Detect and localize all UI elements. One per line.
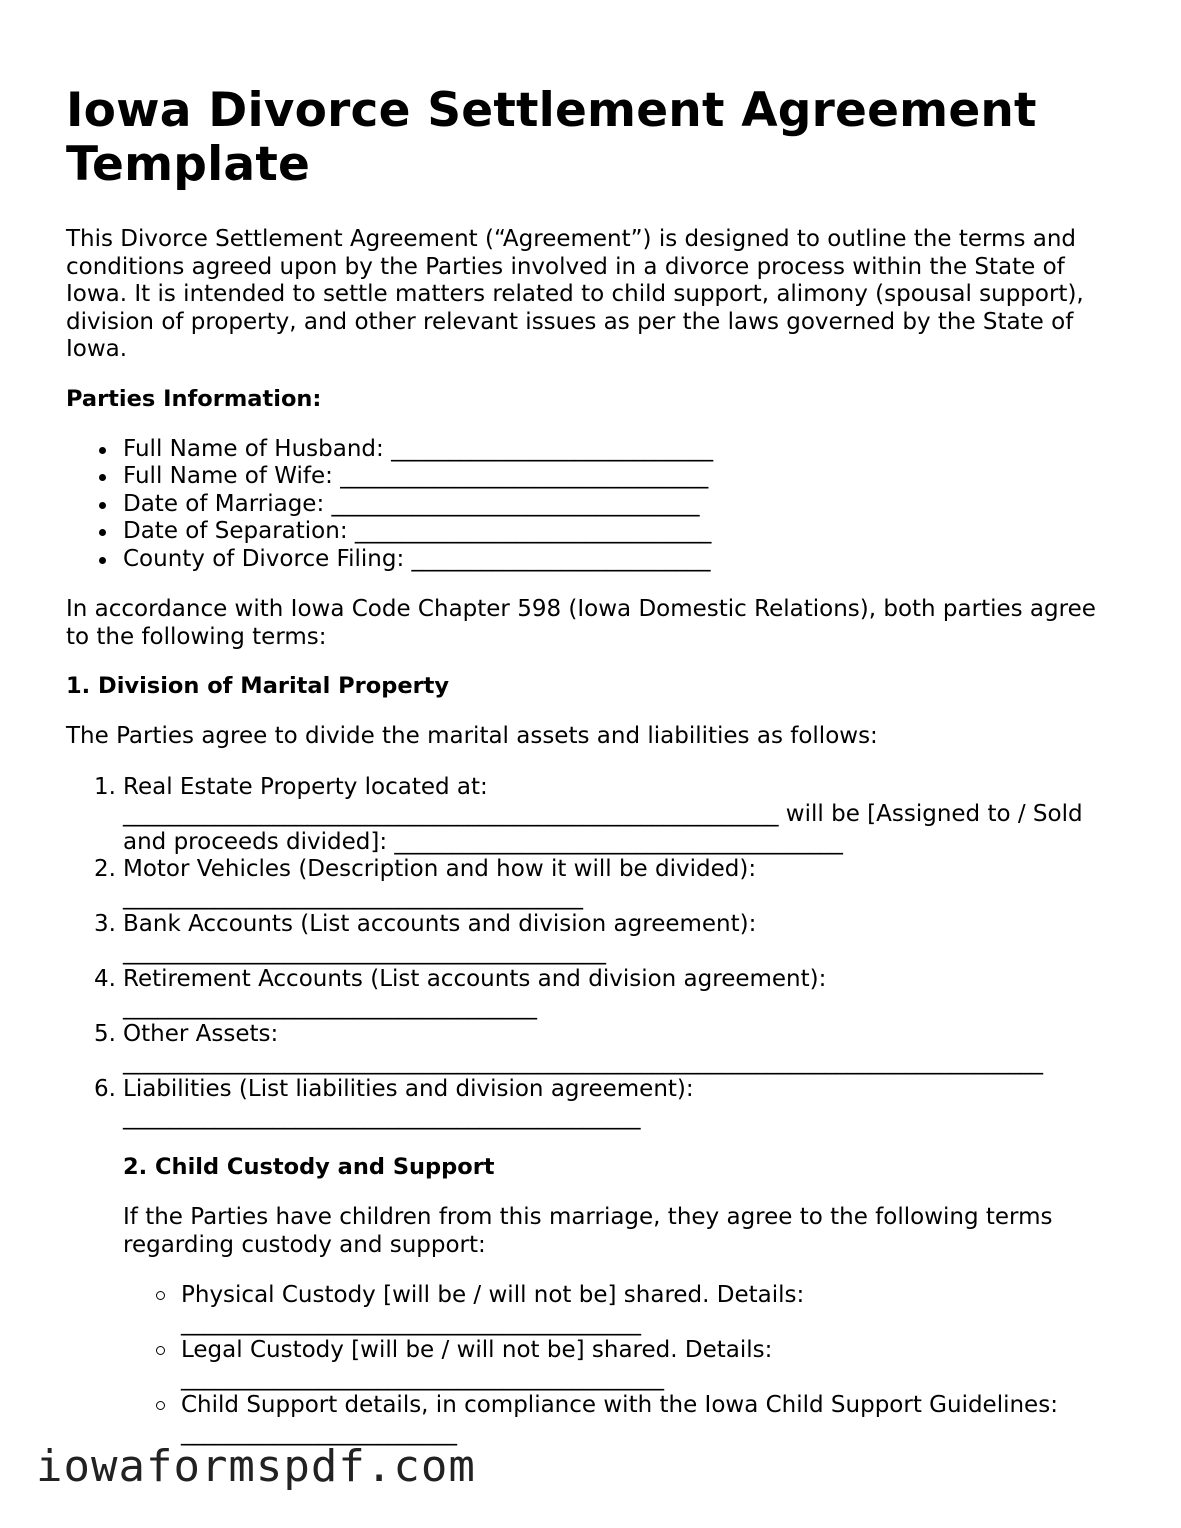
list-item-liabilities [94, 1076, 1126, 1131]
assets-list [66, 774, 1126, 1132]
custody-list [123, 1282, 1126, 1447]
item-number: 5. [94, 1021, 116, 1047]
item-label: Bank Accounts (List accounts and division agreement): [123, 911, 757, 937]
item-label: Motor Vehicles (Description and how it will be divided): [123, 856, 757, 882]
section-2-heading: 2. Child Custody and Support [123, 1154, 495, 1180]
parties-heading: Parties Information: [66, 385, 322, 412]
list-item-bank-accounts [94, 911, 1126, 966]
item-blank-line: _____________________________________________ [123, 1103, 641, 1130]
list-item-wife-name: Full Name of Wife: ________________________________ [123, 463, 1126, 491]
item-number: 4. [94, 966, 116, 992]
item-blank-line: ________________________________________ [123, 883, 583, 910]
item-label: Liabilities (List liabilities and division agreement): [123, 1076, 694, 1102]
item-number: 6. [94, 1076, 116, 1102]
intro-paragraph: This Divorce Settlement Agreement (“Agreement”) is designed to outline the terms and conditions agreed upon by the Parties involved in a divorce process within the State of Iowa. It is intended to settle matters related to child support, alimony (spousal support), division of property, and other relevant issues as per the laws governed by the State of Iowa. [66, 226, 1084, 362]
item-label: Child Support details, in compliance with the Iowa Child Support Guidelines: [181, 1392, 1058, 1418]
section-2-block [66, 1154, 1126, 1447]
item-blank-line: and proceeds divided]: _______________________________________ [123, 828, 843, 855]
item-label: Other Assets: [123, 1021, 279, 1047]
document-title: Iowa Divorce Settlement Agreement Template [66, 83, 1037, 192]
item-label: Retirement Accounts (List accounts and division agreement): [123, 966, 827, 992]
item-blank-line: ________________________ [181, 1419, 457, 1446]
section-2-intro: If the Parties have children from this marriage, they agree to the following terms regarding custody and support: [123, 1204, 1053, 1258]
accordance-paragraph: In accordance with Iowa Code Chapter 598 (Iowa Domestic Relations), both parties agree to the following terms: [66, 596, 1096, 650]
list-item-physical-custody [181, 1282, 1126, 1337]
item-blank-line: __________________________________________ [181, 1364, 664, 1391]
item-blank-line: ________________________________________________________________________________ [123, 1048, 1043, 1075]
list-item-child-support [181, 1392, 1126, 1447]
list-item-retirement-accounts [94, 966, 1126, 1021]
section-1-intro: The Parties agree to divide the marital assets and liabilities as follows: [66, 723, 878, 749]
document-page [66, 84, 1126, 1447]
item-number: 2. [94, 856, 116, 882]
list-item-date-of-separation: Date of Separation: _______________________________ [123, 518, 1126, 546]
item-number: 3. [94, 911, 116, 937]
list-item-date-of-marriage: Date of Marriage: ________________________________ [123, 491, 1126, 519]
item-blank-line: _________________________________________________________ will be [Assigned to / Sold [123, 801, 1083, 827]
list-item-husband-name: Full Name of Husband: ____________________________ [123, 436, 1126, 464]
section-1-heading: 1. Division of Marital Property [66, 673, 450, 699]
item-label: Legal Custody [will be / will not be] shared. Details: [181, 1337, 773, 1363]
list-item-real-estate [94, 773, 1126, 857]
item-blank-line: ____________________________________ [123, 993, 537, 1020]
item-blank-line: ________________________________________ [181, 1309, 641, 1336]
parties-list [66, 436, 1126, 574]
site-watermark: iowaformspdf.com [36, 1441, 476, 1492]
list-item-county-of-filing: County of Divorce Filing: __________________________ [123, 546, 1126, 574]
list-item-motor-vehicles [94, 856, 1126, 911]
item-blank-line: __________________________________________ [123, 938, 606, 965]
list-item-legal-custody [181, 1337, 1126, 1392]
item-number: 1. [94, 773, 116, 800]
item-label: Physical Custody [will be / will not be] shared. Details: [181, 1282, 805, 1308]
list-item-other-assets [94, 1021, 1126, 1076]
item-label: Real Estate Property located at: [123, 773, 488, 800]
